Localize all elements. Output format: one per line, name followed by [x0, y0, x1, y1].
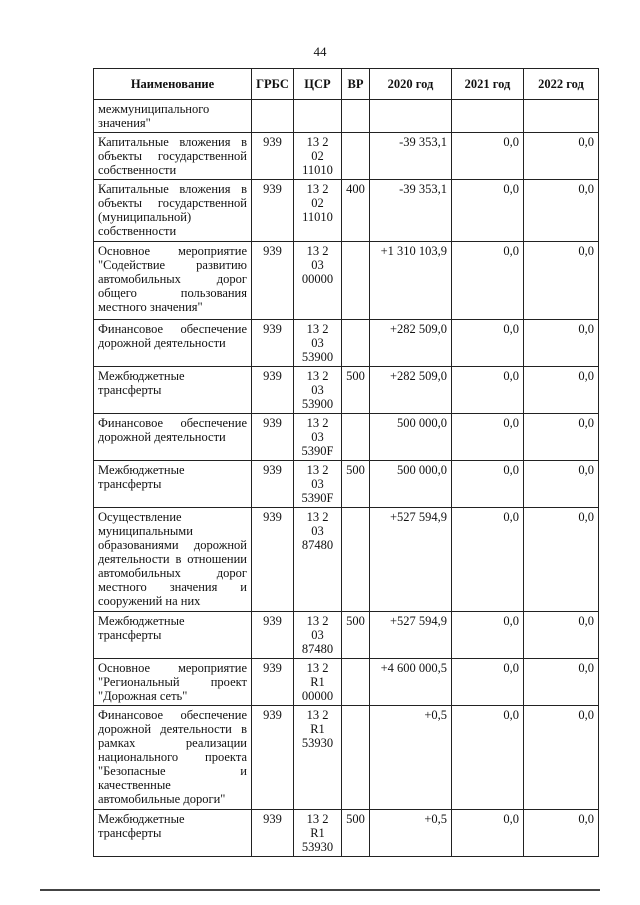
- csr-part: 13 2: [306, 135, 329, 149]
- row-csr-cell: [294, 461, 342, 508]
- table-row: [94, 367, 599, 414]
- row-2022-cell: 0,0: [524, 706, 599, 810]
- row-2021-cell: 0,0: [452, 612, 524, 659]
- row-2022-cell: 0,0: [524, 367, 599, 414]
- csr-part: 87480: [301, 642, 334, 656]
- row-2021-cell: 0,0: [452, 706, 524, 810]
- row-vr-cell: 400: [342, 180, 370, 242]
- row-csr-cell: [294, 133, 342, 180]
- row-2022-cell: 0,0: [524, 612, 599, 659]
- header-2020: 2020 год: [370, 69, 452, 100]
- row-name-cell: Основное мероприятие "Региональный проект "Дорожная сеть": [94, 659, 252, 706]
- row-grbs-cell: 939: [252, 320, 294, 367]
- csr-part: 13 2: [306, 463, 329, 477]
- row-csr-cell: [294, 659, 342, 706]
- budget-table: [93, 68, 599, 857]
- csr-part: 11010: [302, 163, 333, 177]
- csr-part: 02: [311, 196, 324, 210]
- row-2022-cell: 0,0: [524, 810, 599, 857]
- row-2022-cell: 0,0: [524, 180, 599, 242]
- row-vr-cell: [342, 100, 370, 133]
- csr-part: 03: [311, 524, 324, 538]
- row-name-cell: Основное мероприятие "Содействие развитию автомобильных дорог общего пользования местного значения": [94, 242, 252, 320]
- row-csr-cell: [294, 100, 342, 133]
- row-2020-cell: +0,5: [370, 706, 452, 810]
- row-vr-cell: [342, 706, 370, 810]
- table-row: [94, 461, 599, 508]
- csr-part: 13 2: [306, 614, 329, 628]
- row-2021-cell: 0,0: [452, 133, 524, 180]
- row-vr-cell: [342, 242, 370, 320]
- table-header-row: [94, 69, 599, 100]
- csr-part: 53900: [301, 350, 334, 364]
- row-vr-cell: [342, 508, 370, 612]
- row-2020-cell: 500 000,0: [370, 414, 452, 461]
- row-csr-cell: [294, 367, 342, 414]
- csr-part: 13 2: [306, 416, 329, 430]
- csr-part: 13 2: [306, 369, 329, 383]
- row-2020-cell: +4 600 000,5: [370, 659, 452, 706]
- row-grbs-cell: 939: [252, 659, 294, 706]
- header-name: Наименование: [94, 69, 252, 100]
- row-grbs-cell: 939: [252, 461, 294, 508]
- row-grbs-cell: 939: [252, 706, 294, 810]
- page-number: 44: [313, 44, 327, 59]
- table-body: [94, 100, 599, 857]
- header-vr: ВР: [342, 69, 370, 100]
- row-name-cell: межмуниципального значения": [94, 100, 252, 133]
- row-2020-cell: -39 353,1: [370, 180, 452, 242]
- csr-part: 03: [311, 430, 324, 444]
- header-2022: 2022 год: [524, 69, 599, 100]
- row-2022-cell: 0,0: [524, 659, 599, 706]
- row-grbs-cell: 939: [252, 508, 294, 612]
- csr-part: 13 2: [306, 182, 329, 196]
- row-csr-cell: [294, 810, 342, 857]
- row-2022-cell: 0,0: [524, 133, 599, 180]
- row-2022-cell: [524, 100, 599, 133]
- csr-part: 00000: [301, 689, 334, 703]
- csr-part: 5390F: [301, 444, 334, 458]
- row-name-cell: Межбюджетные трансферты: [94, 810, 252, 857]
- row-2021-cell: 0,0: [452, 414, 524, 461]
- row-grbs-cell: 939: [252, 242, 294, 320]
- row-2021-cell: 0,0: [452, 242, 524, 320]
- table-row: [94, 414, 599, 461]
- csr-part: 03: [311, 258, 324, 272]
- row-name-cell: Финансовое обеспечение дорожной деятельности: [94, 414, 252, 461]
- csr-part: 03: [311, 477, 324, 491]
- csr-part: 03: [311, 383, 324, 397]
- row-grbs-cell: 939: [252, 367, 294, 414]
- table-row: [94, 133, 599, 180]
- row-2020-cell: +1 310 103,9: [370, 242, 452, 320]
- row-2022-cell: 0,0: [524, 508, 599, 612]
- csr-part: R1: [310, 722, 325, 736]
- row-vr-cell: [342, 414, 370, 461]
- row-2021-cell: 0,0: [452, 320, 524, 367]
- csr-part: 53900: [301, 397, 334, 411]
- table-row: [94, 612, 599, 659]
- csr-part: 13 2: [306, 661, 329, 675]
- header-csr: ЦСР: [294, 69, 342, 100]
- row-name-cell: Межбюджетные трансферты: [94, 367, 252, 414]
- row-csr-cell: [294, 706, 342, 810]
- csr-part: 03: [311, 336, 324, 350]
- row-vr-cell: [342, 320, 370, 367]
- row-csr-cell: [294, 612, 342, 659]
- row-name-cell: Капитальные вложения в объекты государственной (муниципальной) собственности: [94, 180, 252, 242]
- row-name-cell: Финансовое обеспечение дорожной деятельности в рамках реализации национального проекта "Безопасные и качественные автомобильные дороги": [94, 706, 252, 810]
- csr-part: 53930: [301, 736, 334, 750]
- row-2020-cell: -39 353,1: [370, 133, 452, 180]
- row-2020-cell: +0,5: [370, 810, 452, 857]
- csr-part: 00000: [301, 272, 334, 286]
- row-vr-cell: [342, 659, 370, 706]
- row-2020-cell: +282 509,0: [370, 367, 452, 414]
- row-csr-cell: [294, 242, 342, 320]
- row-grbs-cell: [252, 100, 294, 133]
- row-vr-cell: 500: [342, 367, 370, 414]
- csr-part: 11010: [302, 210, 333, 224]
- csr-part: 13 2: [306, 510, 329, 524]
- row-2022-cell: 0,0: [524, 461, 599, 508]
- csr-part: R1: [310, 675, 325, 689]
- bottom-rule: [40, 889, 600, 891]
- row-2021-cell: 0,0: [452, 659, 524, 706]
- row-2021-cell: 0,0: [452, 461, 524, 508]
- table-row: [94, 706, 599, 810]
- csr-part: 53930: [301, 840, 334, 854]
- row-name-cell: Осуществление муниципальными образованиями дорожной деятельности в отношении автомобильных дорог местного значения и сооружений на них: [94, 508, 252, 612]
- row-grbs-cell: 939: [252, 180, 294, 242]
- row-name-cell: Межбюджетные трансферты: [94, 612, 252, 659]
- csr-part: 13 2: [306, 812, 329, 826]
- csr-part: 13 2: [306, 244, 329, 258]
- table-row: [94, 242, 599, 320]
- row-vr-cell: [342, 133, 370, 180]
- row-2021-cell: 0,0: [452, 367, 524, 414]
- row-2020-cell: +527 594,9: [370, 612, 452, 659]
- row-2020-cell: 500 000,0: [370, 461, 452, 508]
- csr-part: 5390F: [301, 491, 334, 505]
- table-row: [94, 659, 599, 706]
- row-grbs-cell: 939: [252, 612, 294, 659]
- table-row: [94, 180, 599, 242]
- row-vr-cell: 500: [342, 461, 370, 508]
- row-grbs-cell: 939: [252, 133, 294, 180]
- row-name-cell: Межбюджетные трансферты: [94, 461, 252, 508]
- csr-part: 02: [311, 149, 324, 163]
- table-row: [94, 100, 599, 133]
- row-2020-cell: [370, 100, 452, 133]
- row-name-cell: Капитальные вложения в объекты государственной собственности: [94, 133, 252, 180]
- row-csr-cell: [294, 508, 342, 612]
- row-csr-cell: [294, 414, 342, 461]
- row-vr-cell: 500: [342, 612, 370, 659]
- row-2022-cell: 0,0: [524, 242, 599, 320]
- row-csr-cell: [294, 180, 342, 242]
- row-2021-cell: 0,0: [452, 810, 524, 857]
- csr-part: 87480: [301, 538, 334, 552]
- row-csr-cell: [294, 320, 342, 367]
- table-row: [94, 320, 599, 367]
- table-row: [94, 508, 599, 612]
- csr-part: R1: [310, 826, 325, 840]
- header-grbs: ГРБС: [252, 69, 294, 100]
- csr-part: 13 2: [306, 322, 329, 336]
- table-row: [94, 810, 599, 857]
- row-2020-cell: +527 594,9: [370, 508, 452, 612]
- row-2022-cell: 0,0: [524, 414, 599, 461]
- csr-part: 13 2: [306, 708, 329, 722]
- row-vr-cell: 500: [342, 810, 370, 857]
- row-2021-cell: 0,0: [452, 180, 524, 242]
- row-grbs-cell: 939: [252, 414, 294, 461]
- row-name-cell: Финансовое обеспечение дорожной деятельности: [94, 320, 252, 367]
- row-grbs-cell: 939: [252, 810, 294, 857]
- row-2022-cell: 0,0: [524, 320, 599, 367]
- header-2021: 2021 год: [452, 69, 524, 100]
- row-2021-cell: [452, 100, 524, 133]
- csr-part: 03: [311, 628, 324, 642]
- row-2021-cell: 0,0: [452, 508, 524, 612]
- row-2020-cell: +282 509,0: [370, 320, 452, 367]
